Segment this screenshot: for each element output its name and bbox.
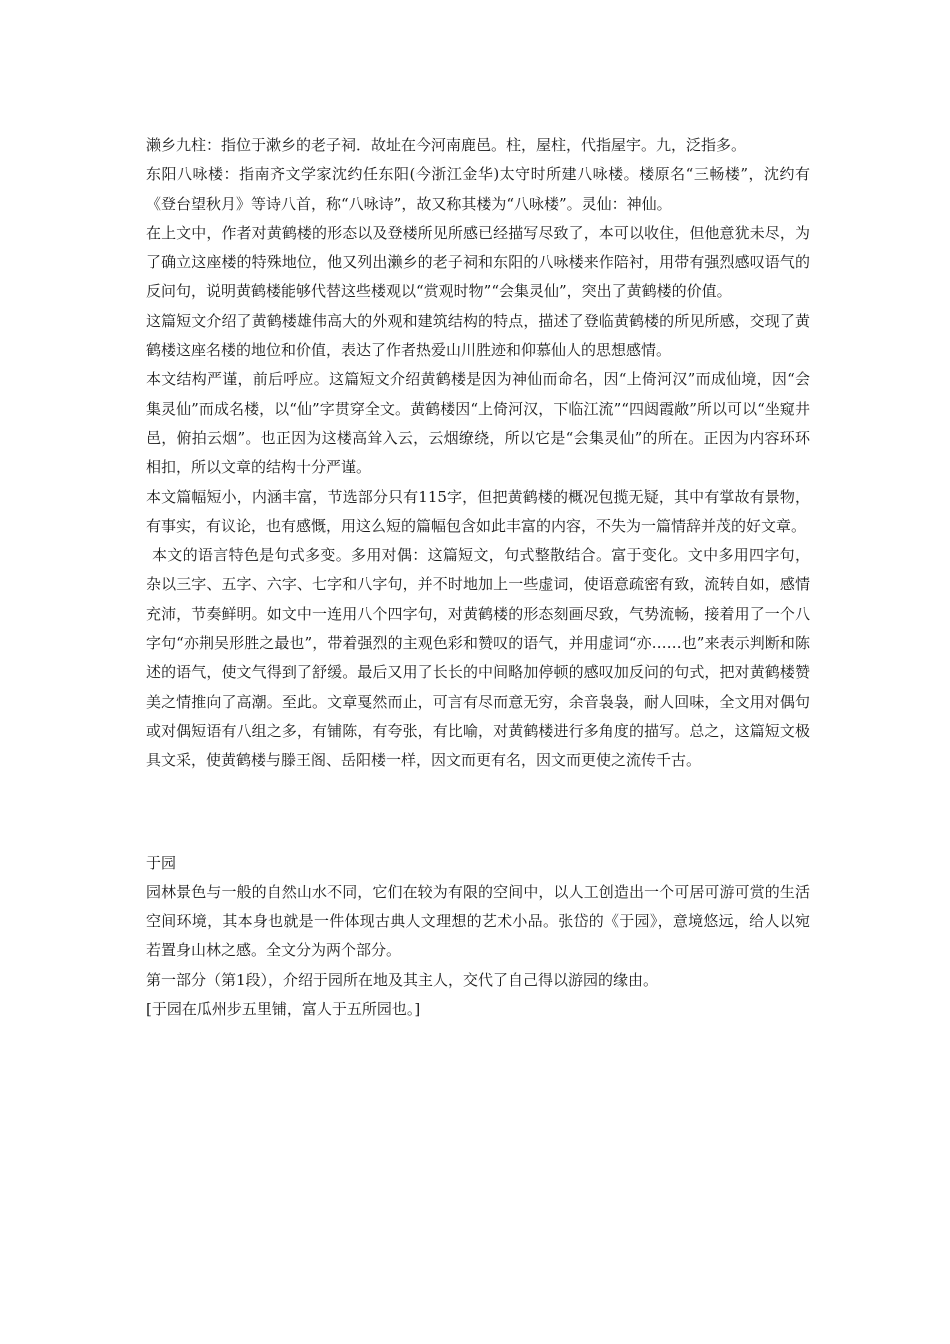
section-title: 于园 [146, 853, 177, 872]
paragraph-bayong-note: 东阳八咏楼：指南齐文学家沈约任东阳(今浙江金华)太守时所建八咏楼。楼原名“三畅楼”，沈约有《登台望秋月》等诗八首，称“八咏诗”，故又称其楼为“八咏楼”。灵仙：神仙。 [146, 165, 810, 213]
paragraph-language-style: 本文的语言特色是句式多变。多用对偶：这篇短文，句式整散结合。富于变化。文中多用四字句，杂以三字、五字、六字、七字和八字句，并不时地加上一些虚词，使语意疏密有致，流转自如，感情充沛，节奏鲜明。如文中一连用八个四字句，对黄鹤楼的形态刻画尽致，气势流畅，接着用了一个八字句“亦荆吴形胜之最也”，带着强烈的主观色彩和赞叹的语气，并用虚词“亦……也”来表示判断和陈述的语气，使文气得到了舒缓。最后又用了长长的中间略加停顿的感叹加反问的句式，把对黄鹤楼赞美之情推向了高潮。至此。文章戛然而止，可言有尽而意无穷，余音袅袅，耐人回味，全文用对偶句或对偶短语有八组之多，有铺陈，有夸张，有比喻，对黄鹤楼进行多角度的描写。总之，这篇短文极具文采，使黄鹤楼与滕王阁、岳阳楼一样，因文而更有名，因文而更使之流传千古。 [146, 546, 810, 770]
paragraph-brevity: 本文篇幅短小，内涵丰富，节选部分只有115字，但把黄鹤楼的概况包揽无疑，其中有掌故有景物，有事实，有议论，也有感慨，用这么短的篇幅包含如此丰富的内容，不失为一篇情辞并茂的好文章。 [146, 487, 810, 535]
paragraph-structure: 本文结构严谨，前后呼应。这篇短文介绍黄鹤楼是因为神仙而命名，因“上倚河汉”而成仙境，因“会集灵仙”而成名楼，以“仙”字贯穿全文。黄鹤楼因“上倚河汉，下临江流”“四闼霞敞”所以可以“坐窥井邑，俯拍云烟”。也正因为这楼高耸入云，云烟缭绕，所以它是“会集灵仙”的所在。正因为内容环环相扣，所以文章的结构十分严谨。 [146, 370, 810, 477]
paragraph-part-one: 第一部分（第1段），介绍于园所在地及其主人，交代了自己得以游园的缘由。 [146, 970, 659, 989]
document-body [146, 131, 810, 1024]
paragraph-garden-intro: 园林景色与一般的自然山水不同，它们在较为有限的空间中，以人工创造出一个可居可游可赏的生活空间环境，其本身也就是一件体现古典人文理想的艺术小品。张岱的《于园》，意境悠远，给人以宛若置身山林之感。全文分为两个部分。 [146, 882, 810, 960]
paragraph-summary: 这篇短文介绍了黄鹤楼雄伟高大的外观和建筑结构的特点，描述了登临黄鹤楼的所见所感，交现了黄鹤楼这座名楼的地位和价值，表达了作者热爱山川胜迹和仰慕仙人的思想感情。 [146, 311, 810, 360]
paragraph-quote: [于园在瓜州步五里铺，富人于五所园也。] [146, 1000, 421, 1019]
section-divider-space [146, 776, 810, 849]
paragraph-analysis-contrast: 在上文中，作者对黄鹤楼的形态以及登楼所见所感已经描写尽致了，本可以收住，但他意犹未尽，为了确立这座楼的特殊地位，他又列出濑乡的老子祠和东阳的八咏楼来作陪衬，用带有强烈感叹语气的反问句，说明黄鹤楼能够代替这些楼观以“赏观时物”“会集灵仙”，突出了黄鹤楼的价值。 [146, 223, 810, 301]
paragraph-laixiang-note: 濑乡九柱：指位于漱乡的老子祠．故址在今河南鹿邑。柱，屋柱，代指屋宇。九，泛指多。 [146, 136, 747, 154]
